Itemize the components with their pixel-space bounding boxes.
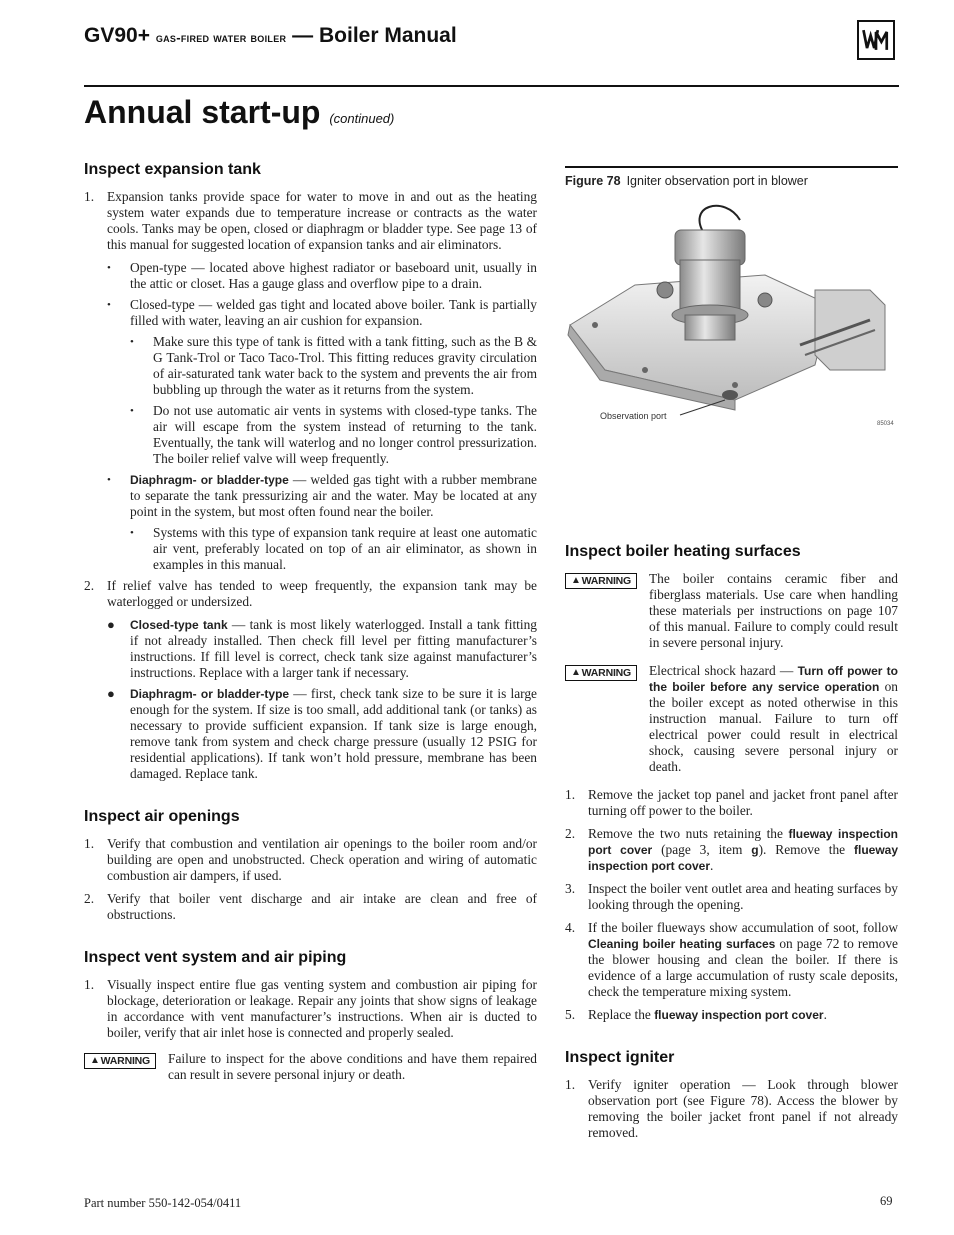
observation-port-label: Observation port bbox=[600, 410, 667, 421]
figure-code: 85034 bbox=[877, 420, 894, 427]
model-name: GV90+ bbox=[84, 24, 150, 47]
list-item: 5. Replace the flueway inspection port cover. bbox=[565, 1006, 827, 1022]
bullet-closed-tank: ● Closed-type tank — tank is most likely waterlogged. Install a tank fitting if not already installed. Then check fill level per fitting manufacturer’s instructions. If fill level is correct, check tank size against manufacturer’s instructions. Replace with a larger tank if necessary. bbox=[107, 617, 538, 680]
page-number: 69 bbox=[880, 1194, 893, 1208]
warning-block: ▲ WARNING Failure to inspect for the above conditions and have them repaired can result in severe personal injury or death. bbox=[84, 1051, 537, 1083]
blower-illustration bbox=[565, 195, 898, 450]
list-item: 1. Visually inspect entire flue gas venting system and combustion air piping for blockage, deterioration or leakage. Repair any joints that show signs of leakage in accordance with vent manufacturer’s instructions. When air is ducted to boiler, verify that air inlet hose is connected and properly sealed. bbox=[84, 977, 537, 1040]
header-rule bbox=[84, 85, 899, 87]
section-air-openings bbox=[84, 809, 537, 923]
right-column bbox=[565, 166, 898, 1168]
warning-triangle-icon: ▲ bbox=[570, 666, 581, 678]
figure-blower-illustration bbox=[565, 195, 898, 450]
warning-block: ▲ WARNING Electrical shock hazard — Turn off power to the boiler before any service operation on the boiler except as noted otherwise in this instruction manual. Failure to turn off electrical power could result in electrical shock, causing severe personal injury or death. bbox=[565, 663, 898, 775]
warning-triangle-icon: ▲ bbox=[570, 574, 581, 586]
bullet-open-type: • Open-type — located above highest radiator or baseboard unit, usually in the attic or closet. Has a gauge glass and overflow pipe to a drain. bbox=[107, 260, 537, 291]
list-item: 4. If the boiler flueways show accumulation of soot, follow Cleaning boiler heating surfaces on page 72 to remove the blower housing and clean the boiler. If there is evidence of a large accumulation of rusty scale deposits, check the temperature mixing system. bbox=[565, 919, 898, 999]
page-title: Annual start-up (continued) bbox=[84, 94, 395, 130]
heading-air-openings: Inspect air openings bbox=[84, 808, 240, 825]
list-item: 1. Remove the jacket top panel and jacket front panel after turning off power to the boiler. bbox=[565, 786, 898, 818]
heading-vent-system: Inspect vent system and air piping bbox=[84, 949, 347, 966]
part-number: Part number 550-142-054/0411 bbox=[84, 1196, 242, 1210]
figure-caption: Figure 78 Igniter observation port in blower bbox=[565, 173, 808, 188]
heading-expansion-tank: Inspect expansion tank bbox=[84, 161, 261, 178]
list-item: 1. Verify igniter operation — Look through blower observation port (see Figure 78). Access the blower by removing the boiler jacket front panel if not already removed. bbox=[565, 1076, 898, 1140]
list-item: 1. Expansion tanks provide space for water to move in and out as the heating system water expands due to temperature increase or contracts as the water cools. Tanks may be open, closed or diaphragm or bladder type. See page 13 of this manual for suggested location of expansion tanks and air eliminators. bbox=[84, 189, 537, 252]
left-column bbox=[84, 162, 537, 1110]
warning-badge: ▲ WARNING bbox=[565, 665, 637, 681]
sub-bullet: • Do not use automatic air vents in systems with closed-type tanks. The air will escape from the system instead of returning to the tank. Eventually, the tank will waterlog and no longer control pressurization. The boiler relief valve will weep frequently. bbox=[130, 403, 537, 466]
document-header bbox=[84, 24, 457, 48]
list-item: 3. Inspect the boiler vent outlet area and heating surfaces by looking through the opening. bbox=[565, 880, 898, 912]
warning-badge: ▲ WARNING bbox=[565, 573, 637, 589]
section-vent-system bbox=[84, 950, 537, 1083]
brand-logo bbox=[857, 20, 895, 60]
figure-rule bbox=[565, 166, 898, 168]
bullet-diaphragm-type: • Diaphragm- or bladder-type — welded gas tight with a rubber membrane to separate the tank pressurizing air and the water. May be located at any point in the system, but most often found near the boiler. bbox=[107, 472, 537, 519]
header-manual-title: — Boiler Manual bbox=[292, 24, 457, 47]
section-heating-surfaces bbox=[565, 544, 898, 1023]
list-item: 1. Verify that combustion and ventilation air openings to the boiler room and/or building are open and unobstructed. Check operation and wiring of automatic combustion air dampers, if used. bbox=[84, 836, 537, 883]
list-item: 2. Verify that boiler vent discharge and air intake are clean and free of obstructions. bbox=[84, 891, 537, 922]
bullet-closed-type: • Closed-type — welded gas tight and located above boiler. Tank is partially filled with water, leaving an air cushion for expansion. bbox=[107, 297, 537, 328]
bullet-diaphragm-tank: ● Diaphragm- or bladder-type — first, check tank size to be sure it is large enough for the system. If size is too small, add additional tank (or tanks) as necessary to provide sufficient expansion. If tank size is large enough, remove tank from system and check charge pressure (usually 12 PSIG for residential applications). If tank won’t hold pressure, membrane has been damaged. Replace tank. bbox=[107, 686, 537, 781]
section-igniter bbox=[565, 1050, 898, 1141]
sub-bullet: • Make sure this type of tank is fitted with a tank fitting, such as the B & G Tank-Trol or Taco Taco-Trol. This fitting reduces gravity circulation of air-saturated tank water back to the system and prevents the air from bubbling up through the water as it returns from the system. bbox=[130, 334, 537, 397]
brand-logo-icon bbox=[859, 22, 893, 58]
sub-bullet: • Systems with this type of expansion tank require at least one automatic air vent, preferably located on top of an air eliminator, as shown in examples in this manual. bbox=[130, 525, 537, 572]
heading-igniter: Inspect igniter bbox=[565, 1048, 675, 1066]
section-expansion-tank bbox=[84, 162, 537, 782]
heading-heating-surfaces: Inspect boiler heating surfaces bbox=[565, 542, 801, 560]
warning-badge: ▲ WARNING bbox=[84, 1053, 156, 1069]
list-item: 2. Remove the two nuts retaining the flueway inspection port cover (page 3, item g). Remove the flueway inspection port cover. bbox=[565, 825, 898, 873]
list-item: 2. If relief valve has tended to weep frequently, the expansion tank may be waterlogged or undersized. bbox=[84, 578, 537, 609]
warning-block: ▲ WARNING The boiler contains ceramic fiber and fiberglass materials. Use care when handling these materials per instructions on page 107 of this manual. Failure to comply could result in severe personal injury. bbox=[565, 571, 898, 651]
header-subtitle: gas-fired water boiler bbox=[155, 30, 287, 45]
warning-triangle-icon: ▲ bbox=[89, 1055, 100, 1066]
continued-note: (continued) bbox=[329, 111, 395, 126]
